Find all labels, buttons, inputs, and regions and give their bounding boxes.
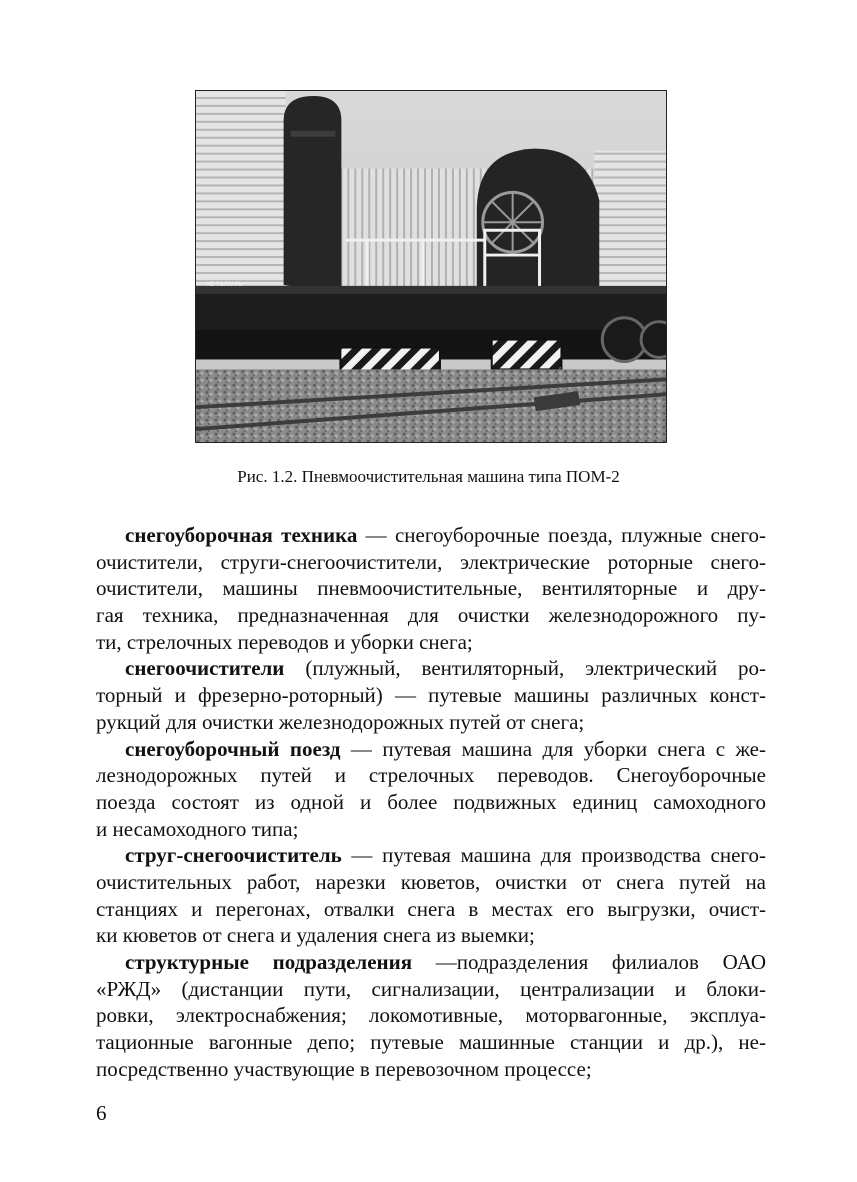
definition-line: и несамоходного типа; [96, 816, 299, 841]
definition-line [96, 842, 766, 869]
definition-text: — путевая машина для производства снего- [341, 843, 766, 868]
definition-text: — путевая машина для уборки снега с же- [340, 736, 766, 761]
definition-line: рукций для очистки железнодорожных путей от снега; [96, 709, 585, 734]
definition-line: очистители, машины пневмоочистительные, вентиляторные и дру- [96, 576, 766, 601]
definition-line: тационные вагонные депо; путевые машинные станции и др.), не- [96, 1030, 766, 1055]
definition-line: поезда состоят из одной и более подвижных единиц самоходного [96, 789, 766, 814]
definition-line: лезнодорожных путей и стрелочных переводов. Снегоуборочные [96, 763, 766, 788]
definition-line: очистительных работ, нарезки кюветов, очистки от снега путей на [96, 869, 766, 894]
definition-text: — снегоуборочные поезда, плужные снего- [357, 523, 766, 547]
definition-line [96, 949, 766, 976]
definition-line [96, 522, 766, 549]
definition-term: снегоуборочный поезд [125, 736, 341, 761]
definition-term: снегоочистители [125, 656, 285, 681]
definitions-text [96, 522, 766, 1082]
definition-line: очистители, струги-снегоочистители, электрические роторные снего- [96, 549, 766, 574]
page-number: 6 [96, 1101, 107, 1125]
figure-photo [195, 90, 667, 443]
definition-line: посредственно участвующие в перевозочном процессе; [96, 1056, 592, 1081]
definition-line: ки кюветов от снега и удаления снега из выемки; [96, 923, 535, 948]
snow-machine-photo [196, 91, 666, 442]
figure-caption: Рис. 1.2. Пневмоочистительная машина типа ПОМ-2 [237, 467, 620, 486]
definition-line: гая техника, предназначенная для очистки железнодорожного пу- [96, 603, 766, 628]
definition-text: (плужный, вентиляторный, электрический ро- [284, 656, 766, 681]
definition-term: струг-снегоочиститель [125, 843, 342, 868]
definition-line: ти, стрелочных переводов и уборки снега; [96, 629, 473, 654]
definition-line [96, 655, 766, 682]
definition-line [96, 736, 766, 763]
definition-text: —подразделения филиалов ОАО [412, 950, 766, 974]
definition-line: торный и фрезерно-роторный) — путевые машины различных конст- [96, 683, 766, 708]
definition-term: структурные подразделения [125, 950, 413, 974]
definition-line: станциях и перегонах, отвалки снега в местах его выгрузки, очист- [96, 896, 766, 921]
definition-line: ровки, электроснабжения; локомотивные, моторвагонные, эксплуа- [96, 1003, 766, 1028]
photo-sign-text: НЕ ТОЛКАТЬ [205, 281, 243, 288]
definition-term: снегоуборочная техника [125, 523, 358, 547]
definition-line: «РЖД» (дистанции пути, сигнализации, централизации и блоки- [96, 976, 766, 1001]
